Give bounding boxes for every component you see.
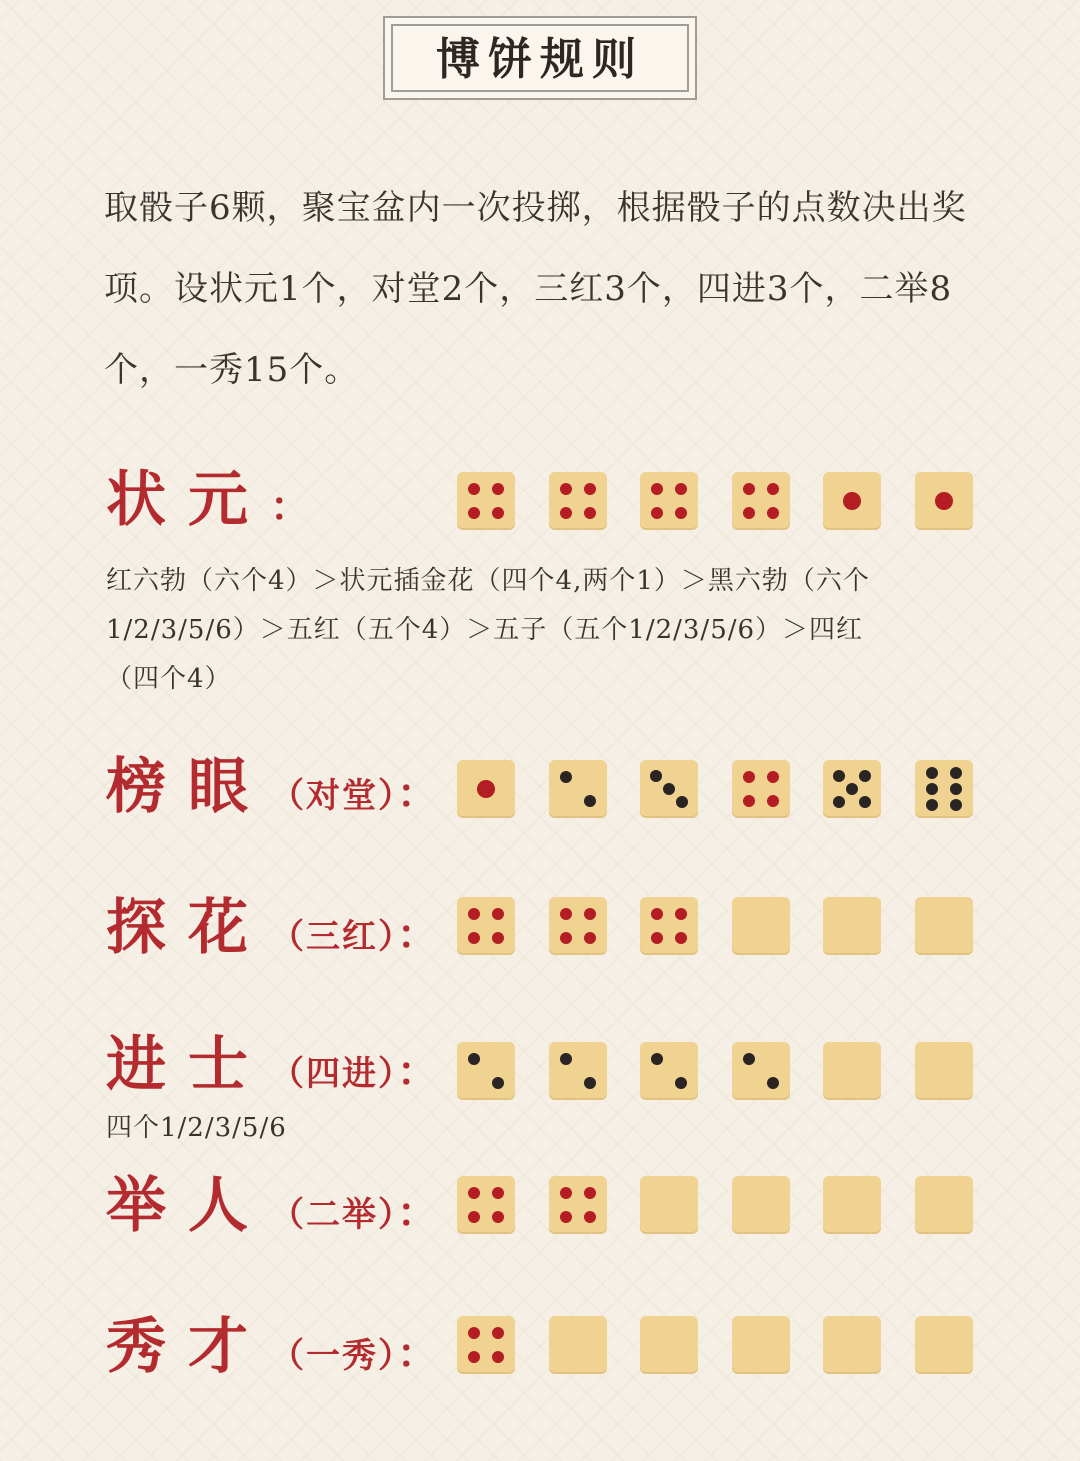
die-pip	[743, 483, 755, 495]
rule-title: 榜眼	[106, 752, 270, 822]
rule-colon: ：	[397, 1189, 437, 1236]
die-pip	[492, 483, 504, 495]
die-pip	[560, 1211, 572, 1223]
die-pip	[935, 492, 953, 510]
die-pip	[859, 796, 871, 808]
die-face-4	[640, 897, 698, 955]
die-face-4	[640, 472, 698, 530]
page-title: 博饼规则	[436, 34, 644, 85]
die-blank	[915, 1316, 973, 1374]
die-pip	[492, 908, 504, 920]
die-face-2	[549, 760, 607, 818]
rule-name-jinshi	[106, 1030, 437, 1109]
die-face-2	[549, 1042, 607, 1100]
rule-note-zhuangyuan	[106, 557, 870, 704]
die-pip	[492, 507, 504, 519]
die-face-4	[549, 897, 607, 955]
die-blank	[823, 1042, 881, 1100]
die-pip	[468, 507, 480, 519]
die-pip	[492, 1211, 504, 1223]
die-blank	[823, 1176, 881, 1234]
die-pip	[651, 483, 663, 495]
die-pip	[743, 771, 755, 783]
die-pip	[950, 799, 962, 811]
die-face-4	[732, 760, 790, 818]
note-line: 四个1/2/3/5/6	[106, 1113, 287, 1143]
die-pip	[584, 1077, 596, 1089]
die-face-4	[457, 897, 515, 955]
die-pip	[651, 932, 663, 944]
die-pip	[926, 783, 938, 795]
die-pip	[650, 770, 662, 782]
rule-colon: ：	[397, 770, 437, 817]
dice-row-jinshi	[457, 1042, 977, 1100]
die-face-4	[457, 1176, 515, 1234]
die-pip	[926, 767, 938, 779]
die-pip	[833, 770, 845, 782]
die-blank	[640, 1316, 698, 1374]
die-face-6	[915, 760, 973, 818]
die-blank	[549, 1316, 607, 1374]
die-pip	[560, 771, 572, 783]
die-pip	[584, 908, 596, 920]
die-pip	[767, 483, 779, 495]
die-pip	[675, 932, 687, 944]
rule-title: 秀才	[106, 1312, 270, 1382]
die-face-4	[549, 1176, 607, 1234]
die-blank	[915, 897, 973, 955]
die-pip	[950, 783, 962, 795]
die-pip	[468, 932, 480, 944]
die-face-4	[457, 472, 515, 530]
die-pip	[584, 507, 596, 519]
die-face-5	[823, 760, 881, 818]
die-pip	[584, 483, 596, 495]
rule-title: 进士	[106, 1030, 270, 1100]
die-pip	[833, 796, 845, 808]
die-face-2	[457, 1042, 515, 1100]
die-pip	[468, 1327, 480, 1339]
rule-name-juren	[106, 1171, 437, 1250]
die-blank	[732, 1316, 790, 1374]
die-face-1	[915, 472, 973, 530]
die-face-1	[457, 760, 515, 818]
die-pip	[675, 1077, 687, 1089]
title-box	[383, 16, 697, 100]
die-pip	[492, 1351, 504, 1363]
dice-row-juren	[457, 1176, 977, 1234]
die-pip	[859, 770, 871, 782]
rule-name-tanhua	[106, 893, 437, 972]
die-pip	[584, 795, 596, 807]
die-pip	[468, 1187, 480, 1199]
rule-title: 探花	[106, 893, 270, 963]
die-pip	[743, 507, 755, 519]
die-pip	[676, 796, 688, 808]
rule-note-jinshi	[106, 1104, 287, 1153]
die-pip	[651, 507, 663, 519]
die-pip	[492, 1077, 504, 1089]
die-pip	[767, 507, 779, 519]
die-pip	[926, 799, 938, 811]
rule-colon: ：	[397, 911, 437, 958]
die-face-2	[732, 1042, 790, 1100]
die-pip	[846, 783, 858, 795]
die-blank	[823, 897, 881, 955]
die-pip	[468, 483, 480, 495]
die-pip	[560, 932, 572, 944]
die-pip	[560, 1053, 572, 1065]
dice-row-tanhua	[457, 897, 977, 955]
die-pip	[492, 1187, 504, 1199]
rule-name-zhuangyuan	[106, 465, 310, 542]
die-pip	[651, 1053, 663, 1065]
die-face-4	[732, 472, 790, 530]
die-blank	[915, 1176, 973, 1234]
rule-name-xiucai	[106, 1312, 437, 1391]
die-pip	[743, 795, 755, 807]
die-pip	[560, 507, 572, 519]
intro-text: 取骰子6颗，聚宝盆内一次投掷，根据骰子的点数决出奖项。设状元1个，对堂2个，三红3个，四进3个，二举8个，一秀15个。	[104, 188, 967, 390]
die-blank	[732, 1176, 790, 1234]
die-face-1	[823, 472, 881, 530]
die-face-4	[549, 472, 607, 530]
rule-subtitle: （四进）	[270, 1054, 397, 1094]
note-line: 红六勃（六个4）＞状元插金花（四个4,两个1）＞黑六勃（六个	[106, 566, 870, 596]
die-blank	[915, 1042, 973, 1100]
die-face-4	[457, 1316, 515, 1374]
rule-subtitle: （三红）	[270, 917, 397, 957]
note-line: 1/2/3/5/6）＞五红（五个4）＞五子（五个1/2/3/5/6）＞四红	[106, 615, 864, 645]
die-pip	[560, 908, 572, 920]
die-pip	[767, 795, 779, 807]
die-pip	[468, 1351, 480, 1363]
die-pip	[743, 1053, 755, 1065]
die-pip	[492, 932, 504, 944]
dice-row-zhuangyuan	[457, 472, 977, 530]
die-pip	[492, 1327, 504, 1339]
die-pip	[560, 483, 572, 495]
die-pip	[651, 908, 663, 920]
dice-row-bangyan	[457, 760, 977, 818]
rule-colon: ：	[397, 1048, 437, 1095]
die-pip	[477, 780, 495, 798]
rule-name-bangyan	[106, 752, 437, 831]
die-pip	[468, 1053, 480, 1065]
die-pip	[675, 507, 687, 519]
rule-title: 状元	[106, 465, 270, 535]
die-pip	[675, 908, 687, 920]
rule-subtitle: （对堂）	[270, 776, 397, 816]
die-face-3	[640, 760, 698, 818]
die-pip	[584, 1211, 596, 1223]
rule-subtitle: （二举）	[270, 1195, 397, 1235]
dice-row-xiucai	[457, 1316, 977, 1374]
die-blank	[823, 1316, 881, 1374]
die-pip	[663, 783, 675, 795]
note-line: （四个4）	[106, 664, 232, 694]
rule-title: 举人	[106, 1171, 270, 1241]
die-pip	[767, 771, 779, 783]
die-pip	[584, 1187, 596, 1199]
die-pip	[584, 932, 596, 944]
die-pip	[675, 483, 687, 495]
rule-colon: ：	[397, 1330, 437, 1377]
rule-subtitle: （一秀）	[270, 1336, 397, 1376]
die-blank	[640, 1176, 698, 1234]
die-pip	[950, 767, 962, 779]
die-pip	[560, 1187, 572, 1199]
die-pip	[767, 1077, 779, 1089]
rule-colon: ：	[270, 483, 310, 530]
die-pip	[468, 908, 480, 920]
die-blank	[732, 897, 790, 955]
die-face-2	[640, 1042, 698, 1100]
die-pip	[468, 1211, 480, 1223]
die-pip	[843, 492, 861, 510]
